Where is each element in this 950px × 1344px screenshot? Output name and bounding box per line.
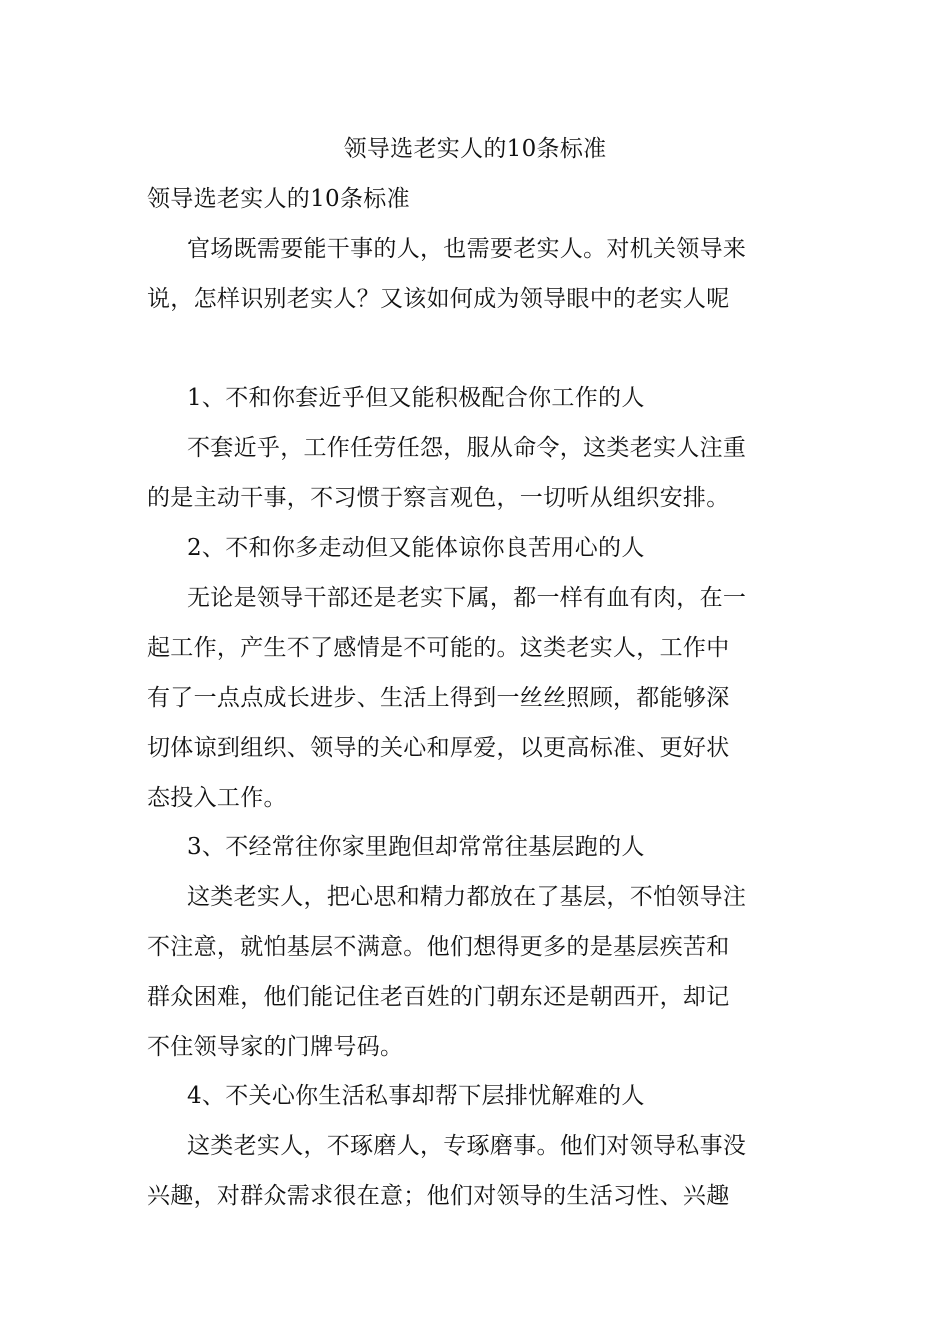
section-4-body-line-1: 这类老实人，不琢磨人，专琢磨事。他们对领导私事没 — [187, 1133, 747, 1159]
section-3-body-line-2: 不注意，就怕基层不满意。他们想得更多的是基层疾苦和 — [147, 934, 730, 960]
document-title: 领导选老实人的10条标准 — [343, 136, 607, 162]
section-2-body-line-2: 起工作，产生不了感情是不可能的。这类老实人，工作中 — [147, 635, 730, 661]
section-2-heading: 2、不和你多走动但又能体谅你良苦用心的人 — [187, 535, 645, 561]
section-1-heading: 1、不和你套近乎但又能积极配合你工作的人 — [187, 385, 645, 411]
section-2-body-line-4: 切体谅到组织、领导的关心和厚爱，以更高标准、更好状 — [147, 735, 730, 761]
section-3-heading: 3、不经常往你家里跑但却常常往基层跑的人 — [187, 834, 645, 860]
section-2-body-line-3: 有了一点点成长进步、生活上得到一丝丝照顾，都能够深 — [147, 685, 730, 711]
section-4-heading: 4、不关心你生活私事却帮下层排忧解难的人 — [187, 1083, 645, 1109]
intro-line-2: 说，怎样识别老实人？又该如何成为领导眼中的老实人呢 — [147, 286, 730, 312]
section-1-body-line-1: 不套近乎，工作任劳任怨，服从命令，这类老实人注重 — [187, 435, 747, 461]
intro-line-1: 官场既需要能干事的人，也需要老实人。对机关领导来 — [187, 236, 747, 262]
section-4-body-line-2: 兴趣，对群众需求很在意；他们对领导的生活习性、兴趣 — [147, 1183, 730, 1209]
section-1-body-line-2: 的是主动干事，不习惯于察言观色，一切听从组织安排。 — [147, 485, 730, 511]
section-2-body-line-1: 无论是领导干部还是老实下属，都一样有血有肉，在一 — [187, 585, 747, 611]
document-subtitle: 领导选老实人的10条标准 — [147, 186, 410, 212]
section-3-body-line-1: 这类老实人，把心思和精力都放在了基层，不怕领导注 — [187, 884, 747, 910]
section-3-body-line-3: 群众困难，他们能记住老百姓的门朝东还是朝西开，却记 — [147, 984, 730, 1010]
section-2-body-line-5: 态投入工作。 — [147, 785, 287, 811]
section-3-body-line-4: 不住领导家的门牌号码。 — [147, 1034, 404, 1060]
